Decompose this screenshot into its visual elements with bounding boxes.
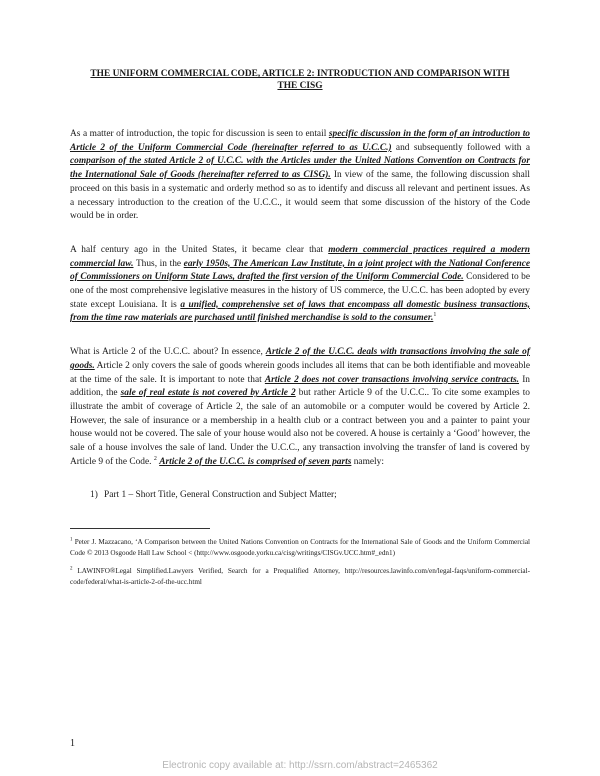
emphasis-run: Article 2 does not cover transactions involving service contracts. xyxy=(264,374,520,385)
footnote-text: Peter J. Mazzacano, ‘A Comparison between the United Nations Convention on Contracts for the International Sale of Goods and the Uniform Commercial Code © 2013 Osgoode Hall Law School < (http://www.osgoode.yorku.ca/cisg/writings/CISGv.UCC.htm#_edn1) xyxy=(70,538,531,557)
footnote-text: LAWINFO®Legal Simplified.Lawyers Verified, Search for a Prequalified Attorney, http://resources.lawinfo.com/en/legal-faqs/uniform-commercial-code/federal/what-is-article-2-of-the-ucc.html xyxy=(70,567,530,586)
footnote-number: 2 xyxy=(70,566,73,572)
emphasis-run: comparison of the stated Article 2 of U.C.C. with the Articles under the United Nations Convention on Contracts for the International Sale of Goods (hereinafter referred to as CISG). xyxy=(70,156,530,181)
text-run: but rather Article 9 of the U.C.C.. To cite some examples to illustrate the ambit of coverage of Article 2, the sale of an automobile or a computer would be covered by Article 2. However, the sale of insurance or a membership in a health club or a contract between you and a painter to paint your house would not be covered. The sale of your house would also not be covered. A house is certainly a ‘Good’ however, the sale of a house involves the sale of land. Under the U.C.C., any transaction involving the transfer of land is covered by Article 9 of the Code. xyxy=(70,388,530,467)
footnote-ref[interactable]: 2 xyxy=(153,455,157,462)
emphasis-run: sale of real estate is not covered by Article 2 xyxy=(120,388,296,399)
ssrn-watermark: Electronic copy available at: http://ssrn.com/abstract=2465362 xyxy=(162,760,438,771)
emphasis-run: specific discussion in the form of an introduction to Article 2 of the Uniform Commercial Code (hereinafter referred to as U.C.C.) xyxy=(70,129,530,153)
footnote-number: 1 xyxy=(70,538,73,544)
document-page xyxy=(70,68,530,595)
footnote xyxy=(70,566,530,587)
text-run: and subsequently followed with a xyxy=(391,142,530,153)
text-run: In addition, the xyxy=(70,374,530,399)
paragraph-history xyxy=(70,244,530,326)
document-title: THE UNIFORM COMMERCIAL CODE, ARTICLE 2: INTRODUCTION AND COMPARISON WITH THE CISG xyxy=(90,69,510,91)
footnote xyxy=(70,537,530,558)
text-run: namely: xyxy=(351,456,384,467)
emphasis-run: a unified, comprehensive set of laws that encompass all domestic business transactions, from the time raw materials are purchased until finished merchandise is sold to the consumer. xyxy=(70,299,531,324)
emphasis-run: Article 2 of the U.C.C. is comprised of seven parts xyxy=(159,456,352,467)
emphasis-run: Article 2 of the U.C.C. deals with transactions involving the sale of goods. xyxy=(70,347,530,371)
text-run: As a matter of introduction, the topic for discussion is seen to entail xyxy=(70,129,329,139)
text-run: Considered to be one of the most comprehensive legislative measures in the history of US commerce, the U.C.C. has been adopted by every state except Louisiana. It is xyxy=(70,272,531,310)
paragraph-introduction xyxy=(70,128,530,224)
footnote-ref[interactable]: 1 xyxy=(433,312,437,319)
paragraph-article-2 xyxy=(70,346,530,469)
page-number: 1 xyxy=(70,738,75,749)
text-run: What is Article 2 of the U.C.C. about? In essence, xyxy=(70,347,266,358)
list-text: Part 1 – Short Title, General Construction and Subject Matter; xyxy=(104,490,337,501)
emphasis-run: early 1950s, The American Law Institute, in a joint project with the National Conference of Commissioners on Uniform State Laws, drafted the first version of the Uniform Commercial Code. xyxy=(70,258,531,283)
text-run: Article 2 only covers the sale of goods wherein goods includes all items that can be both identifiable and moveable at the time of the sale. It is important to note that xyxy=(70,360,530,385)
text-run: Thus, in the xyxy=(133,258,184,269)
text-run: A half century ago in the United States, it became clear that xyxy=(70,244,329,255)
emphasis-run: modern commercial practices required a modern commercial law. xyxy=(70,244,531,269)
list-item xyxy=(70,489,530,502)
text-run: In view of the same, the following discussion shall proceed on this basis in a systematic and orderly method so as to identify and discuss all relevant and pertinent issues. As a necessary introduction to the creation of the U.C.C., it would seem that some discussion of the history of the Code would be in order. xyxy=(70,170,530,222)
footnote-divider xyxy=(70,528,210,529)
list-number: 1) xyxy=(90,490,98,501)
